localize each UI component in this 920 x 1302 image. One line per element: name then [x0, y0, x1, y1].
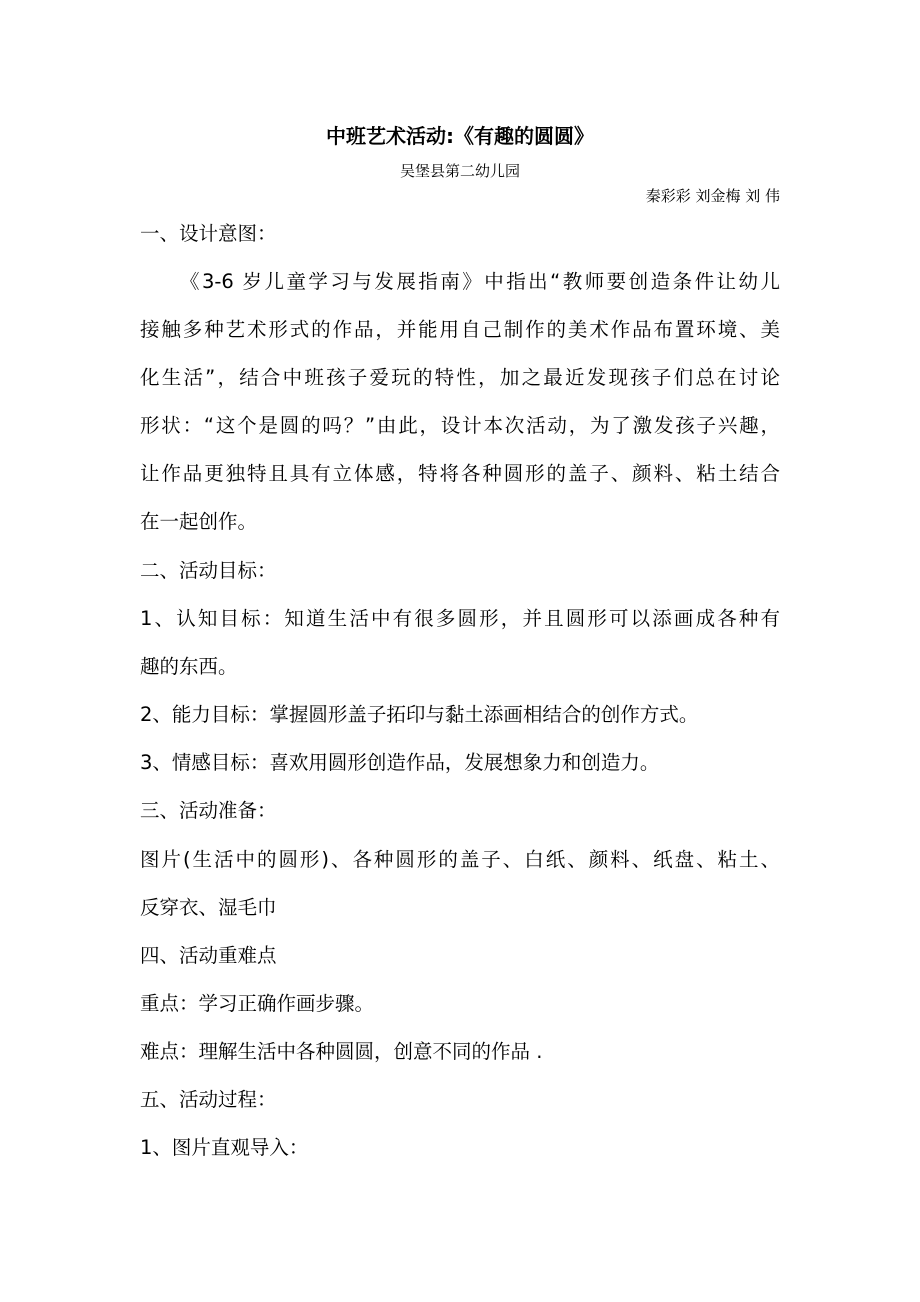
- difficult-point: 难点：理解生活中各种圆圆，创意不同的作品 .: [140, 1040, 543, 1063]
- paragraph-line: 化生活”，结合中班孩子爱玩的特性，加之最近发现孩子们总在讨论: [140, 366, 780, 389]
- section-heading-key-points: 四、活动重难点: [140, 944, 277, 967]
- preparation-list-continued: 反穿衣、湿毛巾: [140, 896, 277, 919]
- section-heading-goals: 二、活动目标：: [140, 559, 277, 582]
- section-heading-process: 五、活动过程：: [140, 1088, 277, 1111]
- goal-item-cognitive-continued: 趣的东西。: [140, 655, 238, 678]
- paragraph-line: 让作品更独特且具有立体感，特将各种圆形的盖子、颜料、粘土结合: [140, 462, 780, 485]
- key-point: 重点：学习正确作画步骤。: [140, 992, 375, 1015]
- document-title: 中班艺术活动:《有趣的圆圆》: [326, 124, 594, 148]
- paragraph-line: 接触多种艺术形式的作品，并能用自己制作的美术作品布置环境、美: [140, 318, 780, 341]
- paragraph-line: 在一起创作。: [140, 510, 258, 533]
- school-name: 吴堡县第二幼儿园: [399, 162, 520, 180]
- goal-item-ability: 2、能力目标：掌握圆形盖子拓印与黏土添画相结合的创作方式。: [140, 703, 699, 726]
- paragraph-line: 形状：“这个是圆的吗？”由此，设计本次活动，为了激发孩子兴趣，: [140, 414, 780, 437]
- preparation-list: 图片(生活中的圆形)、各种圆形的盖子、白纸、颜料、纸盘、粘土、: [140, 848, 780, 871]
- author-names: 秦彩彩 刘金梅 刘 伟: [645, 187, 780, 205]
- section-heading-preparation: 三、活动准备：: [140, 799, 277, 822]
- process-step: 1、图片直观导入：: [140, 1136, 309, 1159]
- section-heading-design-intent: 一、设计意图：: [140, 222, 277, 245]
- paragraph-line: 《3-6 岁儿童学习与发展指南》中指出“教师要创造条件让幼儿: [180, 270, 780, 293]
- goal-item-emotion: 3、情感目标：喜欢用圆形创造作品，发展想象力和创造力。: [140, 751, 660, 774]
- goal-item-cognitive: 1、认知目标：知道生活中有很多圆形，并且圆形可以添画成各种有: [140, 607, 780, 630]
